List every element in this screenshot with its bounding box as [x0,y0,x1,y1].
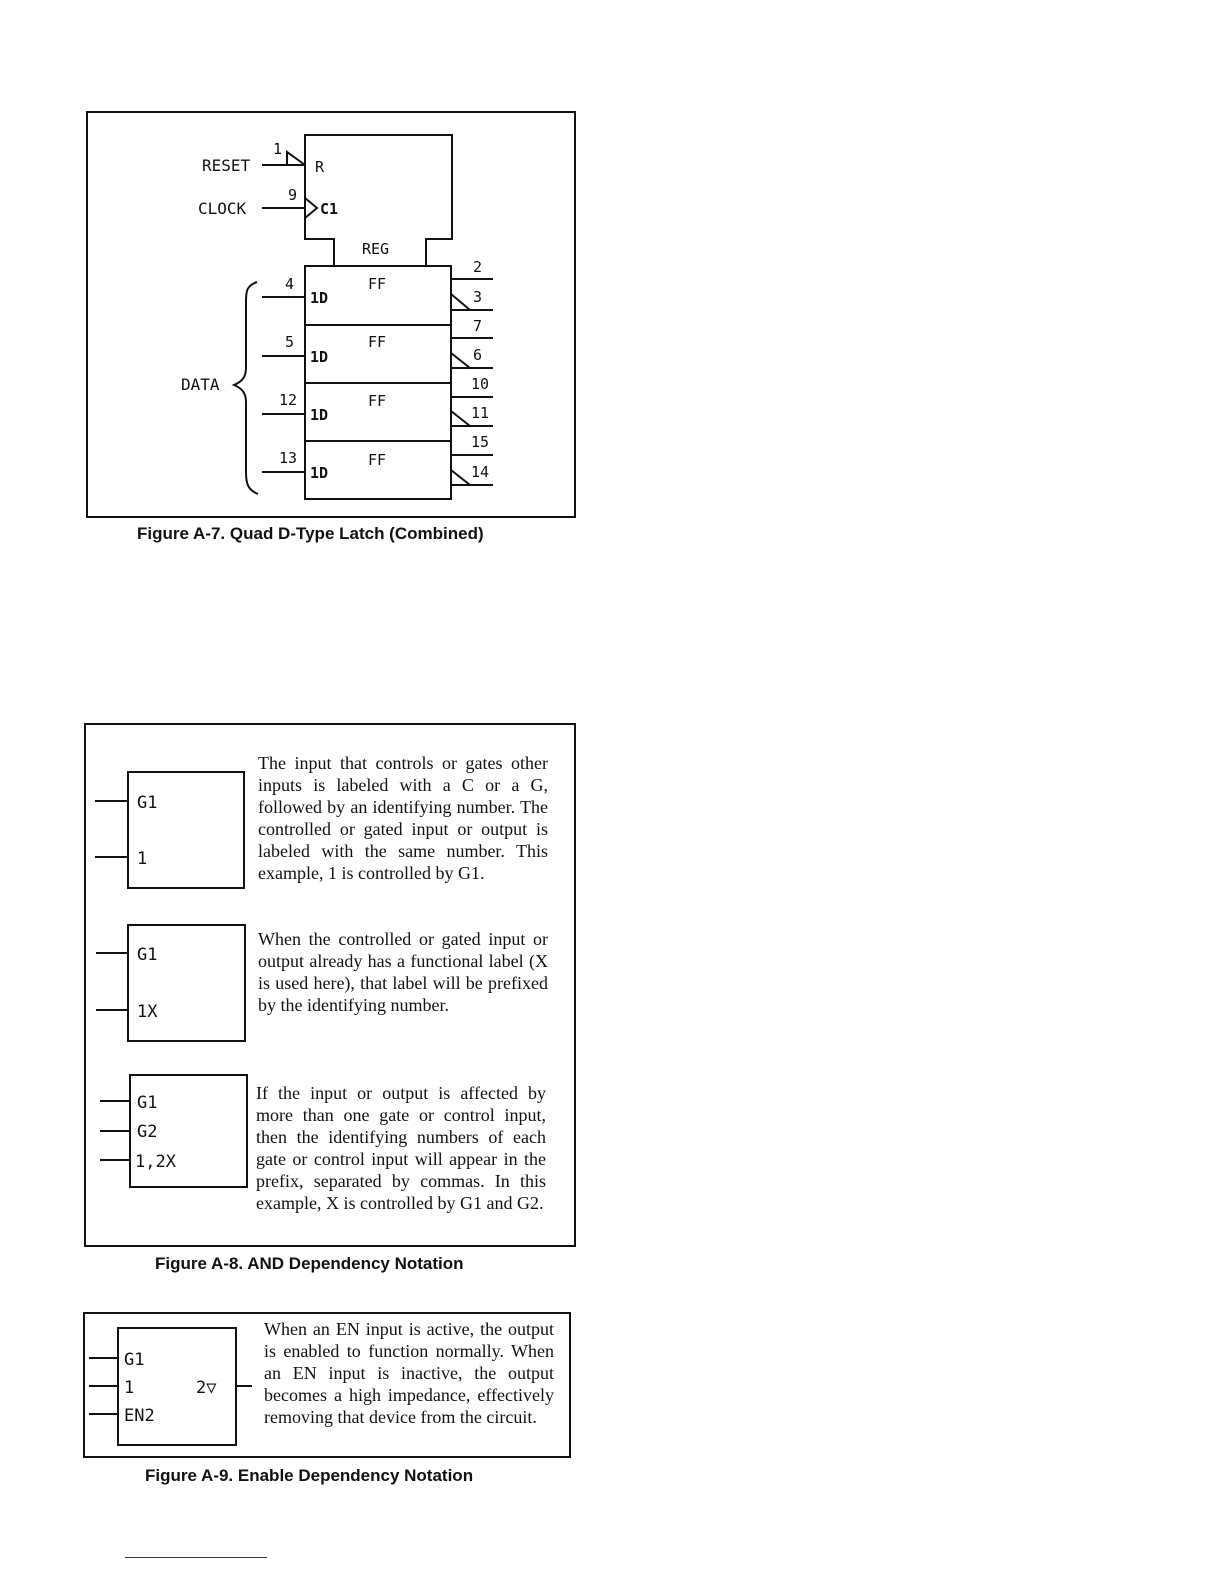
figure-a7-caption: Figure A-7. Quad D-Type Latch (Combined) [137,524,484,543]
reset-label: RESET [202,156,251,175]
clock-pin: 9 [288,186,298,204]
data-brace [234,282,258,494]
ff-inv-pin: 3 [473,288,483,306]
reset-pin: 1 [273,140,283,158]
ff-in-pin: 13 [279,449,298,467]
ff-out-pin: 15 [471,433,490,451]
enable-output-label: 2▽ [196,1378,217,1398]
and-dependency-description: The input that controls or gates other inputs is labeled with a C or a G, followed by an identifying number. The controlled or gated input or output is labeled with the same number. This example, 1 is controlled by G1. [258,753,548,883]
ff-label: FF [368,333,387,351]
ff-label: FF [368,392,387,410]
ff-inv-pin: 11 [471,404,490,422]
ff-inv-pin: 6 [473,346,483,364]
figure-a7-diagram [0,0,600,520]
symbol-label: 1,2X [135,1152,176,1172]
symbol-label: G1 [137,1093,158,1113]
ff-out-pin: 10 [471,375,490,393]
reg-label: REG [362,240,390,258]
ff-input-label: 1D [310,406,329,424]
figure-a8-symbols [0,700,260,1200]
ff-label: FF [368,451,387,469]
symbol-label: G1 [137,945,158,965]
reset-polarity-indicator [287,152,305,165]
symbol-label: EN2 [124,1406,155,1426]
ff-out-pin: 2 [473,258,483,276]
ff-in-pin: 4 [285,275,295,293]
ff-inv-pin: 14 [471,463,490,481]
symbol-label: G1 [137,793,158,813]
footnote-rule [125,1557,267,1558]
symbol-label: 1X [137,1002,158,1022]
ff-input-label: 1D [310,348,329,366]
ff-input-label: 1D [310,289,329,307]
ff-input-label: 1D [310,464,329,482]
symbol-label: G2 [137,1122,158,1142]
figure-a9-symbol [0,1300,270,1460]
and-dependency-description: If the input or output is affected by more than one gate or control input, then the identifying numbers of each gate or control input will appear in the prefix, separated by commas. In this example, X is controlled by G1 and G2. [256,1083,546,1213]
data-label: DATA [181,375,220,394]
ff-in-pin: 12 [279,391,298,409]
figure-a9-caption: Figure A-9. Enable Dependency Notation [145,1466,474,1485]
r-label: R [315,158,325,176]
enable-dependency-description: When an EN input is active, the output is enabled to function normally. When an EN input is inactive, the output becomes a high impedance, effectively removing that device from the circuit. [264,1319,554,1427]
ff-out-pin: 7 [473,317,483,335]
c1-label: C1 [320,200,339,218]
symbol-label: 1 [137,849,148,869]
ff-label: FF [368,275,387,293]
ff-in-pin: 5 [285,333,295,351]
clock-label: CLOCK [198,199,247,218]
figure-a8-caption: Figure A-8. AND Dependency Notation [155,1254,464,1273]
clock-dynamic-indicator [305,198,317,218]
symbol-label: G1 [124,1350,145,1370]
and-dependency-description: When the controlled or gated input or output already has a functional label (X is used here), that label will be prefixed by the identifying number. [258,929,548,1015]
symbol-label: 1 [124,1378,135,1398]
